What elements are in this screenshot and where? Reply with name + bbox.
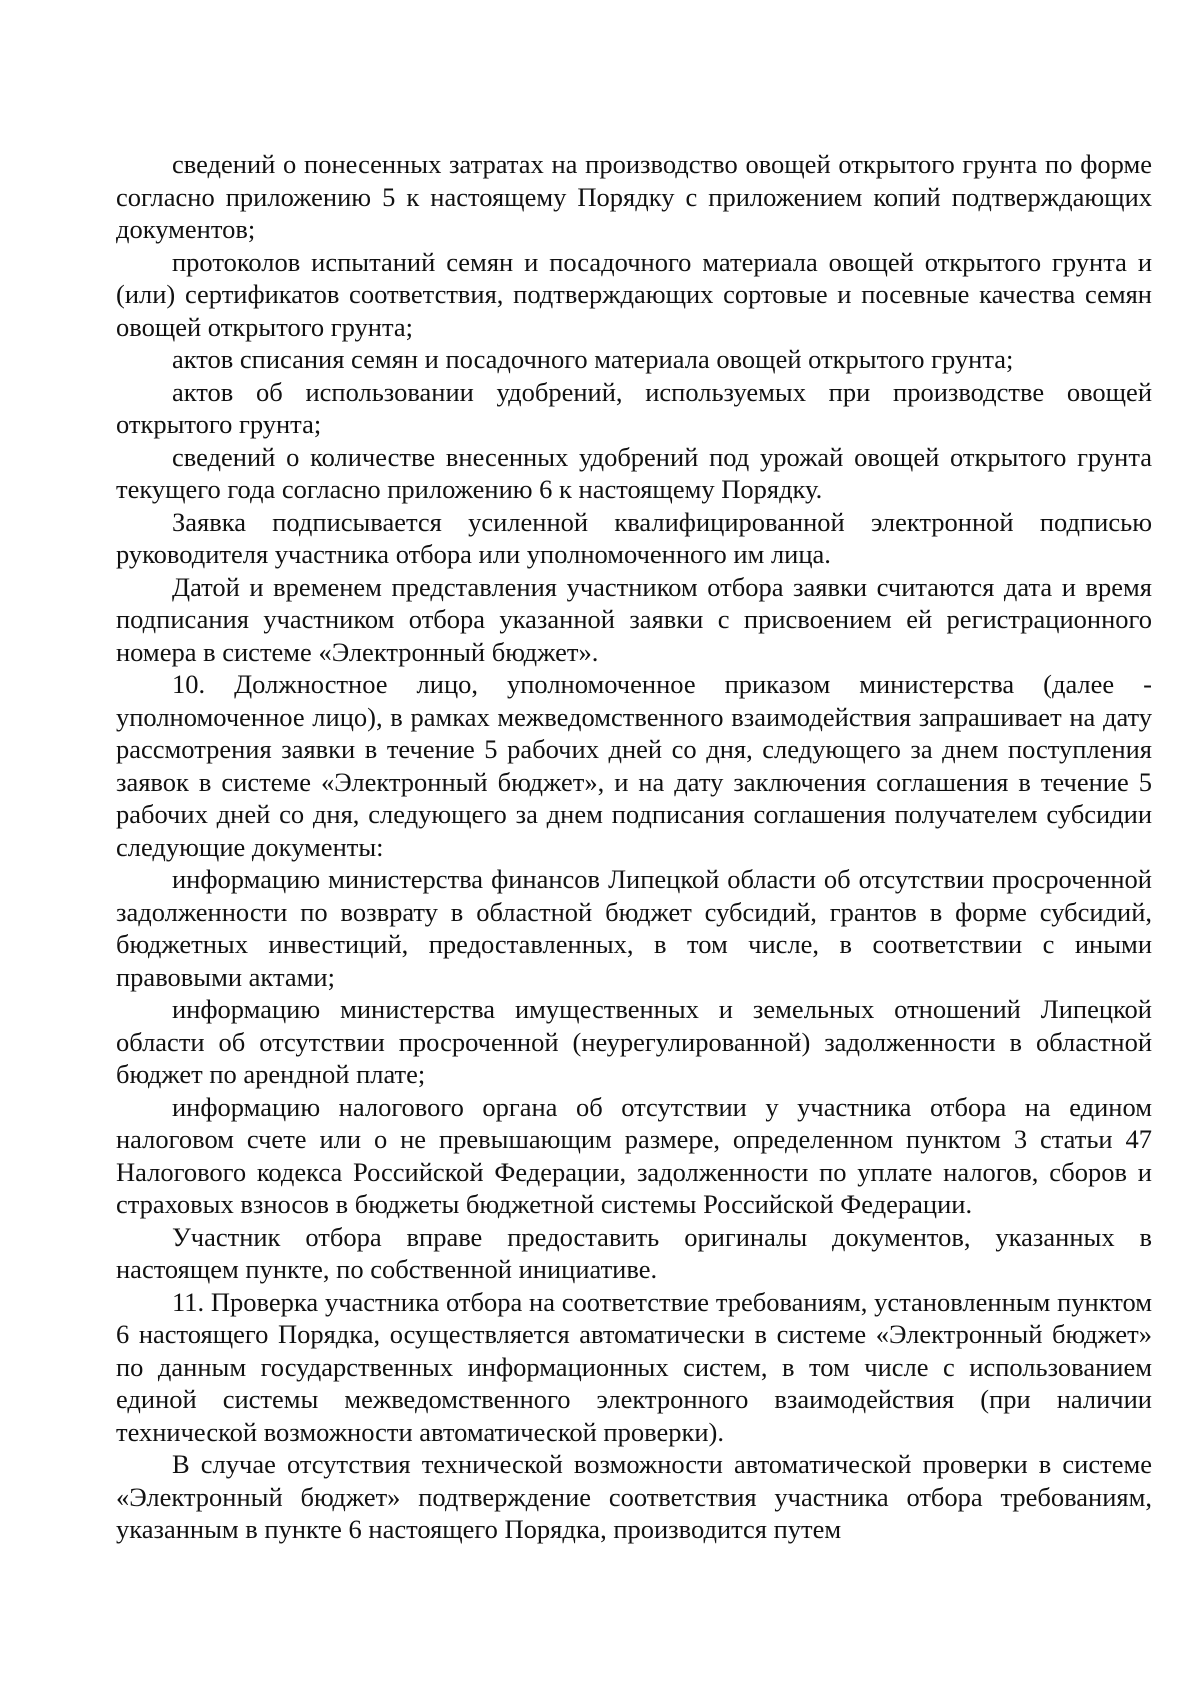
paragraph: 10. Должностное лицо, уполномоченное приказом министерства (далее - уполномоченное лицо), в рамках межведомственного взаимодействия запрашивает на дату рассмотрения заявки в течение 5 рабочих дней со дня, следующего за днем поступления заявок в системе «Электронный бюджет», и на дату заключения соглашения в течение 5 рабочих дней со дня, следующего за днем подписания соглашения получателем субсидии следующие документы: <box>116 669 1152 862</box>
paragraph: сведений о количестве внесенных удобрений под урожай овощей открытого грунта текущего года согласно приложению 6 к настоящему Порядку. <box>116 441 1152 504</box>
paragraph: информацию налогового органа об отсутствии у участника отбора на едином налоговом счете или о не превышающим размере, определенном пунктом 3 статьи 47 Налогового кодекса Российской Федерации, задолженности по уплате налогов, сборов и страховых взносов в бюджеты бюджетной системы Российской Федерации. <box>116 1091 1152 1219</box>
paragraph: актов списания семян и посадочного материала овощей открытого грунта; <box>172 344 1014 374</box>
paragraph: протоколов испытаний семян и посадочного материала овощей открытого грунта и (или) сертификатов соответствия, подтверждающих сортовые и посевные качества семян овощей открытого грунта; <box>116 246 1152 342</box>
paragraph: Заявка подписывается усиленной квалифицированной электронной подписью руководителя участника отбора или уполномоченного им лица. <box>116 506 1152 569</box>
paragraph: В случае отсутствия технической возможности автоматической проверки в системе «Электронный бюджет» подтверждение соответствия участника отбора требованиям, указанным в пункте 6 настоящего Порядка, производится путем <box>116 1449 1152 1544</box>
paragraph: Датой и временем представления участником отбора заявки считаются дата и время подписания участником отбора указанной заявки с присвоением ей регистрационного номера в системе «Электронный бюджет». <box>116 571 1152 667</box>
paragraph: сведений о понесенных затратах на производство овощей открытого грунта по форме согласно приложению 5 к настоящему Порядку с приложением копий подтверждающих документов; <box>116 149 1152 244</box>
paragraph: информацию министерства имущественных и земельных отношений Липецкой области об отсутствии просроченной (неурегулированной) задолженности в областной бюджет по арендной плате; <box>116 994 1152 1089</box>
paragraph: актов об использовании удобрений, используемых при производстве овощей открытого грунта; <box>116 376 1152 439</box>
paragraph: Участник отбора вправе предоставить оригиналы документов, указанных в настоящем пункте, по собственной инициативе. <box>116 1221 1152 1284</box>
paragraph: 11. Проверка участника отбора на соответствие требованиям, установленным пунктом 6 настоящего Порядка, осуществляется автоматически в системе «Электронный бюджет» по данным государственных информационных систем, в том числе с использованием единой системы межведомственного электронного взаимодействия (при наличии технической возможности автоматической проверки). <box>116 1286 1152 1447</box>
document-body <box>116 148 1152 1546</box>
paragraph: информацию министерства финансов Липецкой области об отсутствии просроченной задолженности по возврату в областной бюджет субсидий, грантов в форме субсидий, бюджетных инвестиций, предоставленных, в том числе, в соответствии с иными правовыми актами; <box>116 864 1152 992</box>
